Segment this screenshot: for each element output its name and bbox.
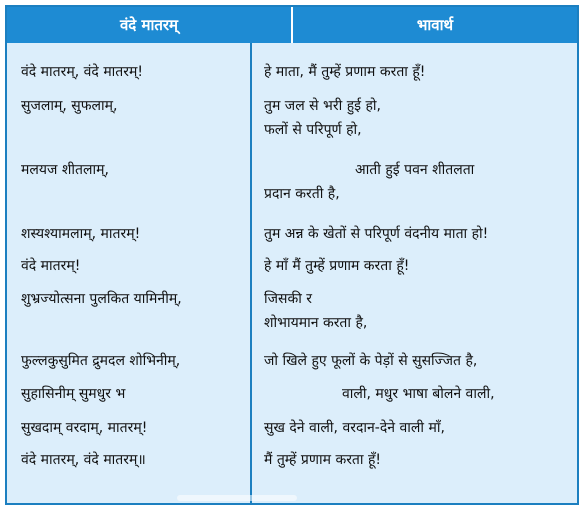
column-divider <box>250 43 252 503</box>
meaning-line-7: हे माँ मैं तुम्हें प्रणाम करता हूँ! <box>264 258 410 274</box>
meaning-line-9: शोभायमान करता है, <box>264 315 368 331</box>
meaning-line-8: जिसकी र <box>264 291 313 307</box>
verse-line-5: वंदे मातरम्! <box>21 258 81 274</box>
meaning-line-2: तुम जल से भरी हुई हो, <box>264 98 381 114</box>
scan-smudge <box>177 495 297 501</box>
header-meaning-title: भावार्थ <box>416 16 454 34</box>
verse-line-7: फुल्लकुसुमित द्रुमदल शोभिनीम्, <box>21 353 181 369</box>
table-header <box>7 7 577 43</box>
meaning-line-4: आती हुई पवन शीतलता <box>355 162 475 178</box>
verse-line-4: शस्यश्यामलाम्, मातरम्! <box>21 226 141 242</box>
meaning-line-13: मैं तुम्हें प्रणाम करता हूँ! <box>264 452 382 468</box>
verse-line-8: सुहासिनीम् सुमधुर भ <box>21 386 126 402</box>
faded-text-mask <box>155 386 181 402</box>
verse-line-10: वंदे मातरम्, वंदे मातरम्॥ <box>21 452 146 468</box>
meaning-line-11: वाली, मधुर भाषा बोलने वाली, <box>342 386 495 402</box>
faded-text-mask <box>327 291 353 307</box>
verse-line-1: वंदे मातरम्, वंदे मातरम्! <box>21 64 144 80</box>
meaning-line-10: जो खिले हुए फूलों के पेड़ों से सुसज्जित है, <box>264 353 478 369</box>
meaning-line-5: प्रदान करती है, <box>264 186 340 202</box>
verse-line-3: मलयज शीतलाम्, <box>21 162 109 178</box>
header-poem-title: वंदे मातरम् <box>7 7 293 43</box>
meaning-line-3: फलों से परिपूर्ण हो, <box>264 122 362 138</box>
meaning-line-1: हे माता, मैं तुम्हें प्रणाम करता हूँ! <box>264 64 426 80</box>
verse-line-9: सुखदाम् वरदाम्, मातरम्! <box>21 420 148 436</box>
meaning-line-12: सुख देने वाली, वरदान-देने वाली माँ, <box>264 420 445 436</box>
meaning-line-6: तुम अन्न के खेतों से परिपूर्ण वंदनीय माता हो! <box>264 226 489 242</box>
verse-line-2: सुजलाम्, सुफलाम्, <box>21 98 118 114</box>
poem-table <box>5 5 579 505</box>
verse-line-6: शुभ्रज्योत्सना पुलकित यामिनीम्, <box>21 291 182 307</box>
